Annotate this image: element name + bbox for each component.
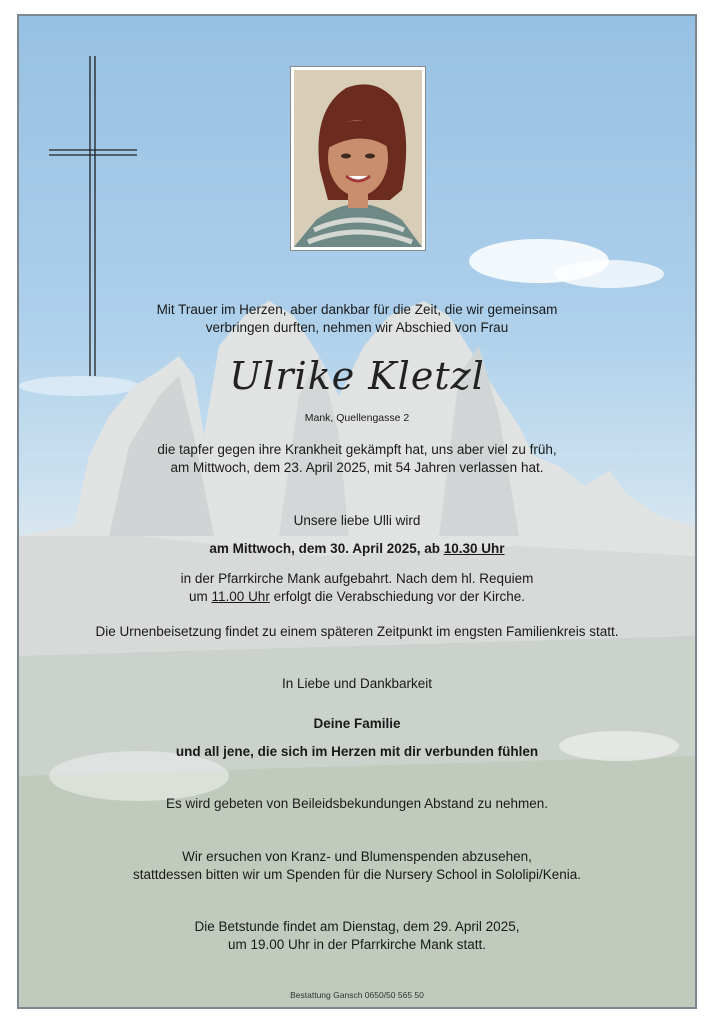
condolence-request: Es wird gebeten von Beileidsbekundungen Abstand zu nehmen. [165,796,549,811]
obituary-notice [17,14,697,1009]
portrait-photo [290,66,426,251]
others-signature: und all jene, die sich im Herzen mit dir verbunden fühlen [175,744,539,759]
prayer-line-2: um 19.00 Uhr in der Pfarrkirche Mank statt. [227,937,487,952]
donation-line-2: stattdessen bitten wir um Spenden für die Nursery School in Sololipi/Kenia. [133,867,581,882]
church-line-2 [19,588,695,606]
donation-line-1: Wir ersuchen von Kranz- und Blumenspenden abzusehen, [182,849,532,864]
viewing-time: 10.30 Uhr [443,541,505,556]
viewing-intro: Unsere liebe Ulli wird [293,513,421,528]
death-line-2: am Mittwoch, dem 23. April 2025, mit 54 Jahren verlassen hat. [170,460,544,475]
intro-line-2: verbringen durften, nehmen wir Abschied von Frau [205,320,509,335]
church-line-2-post: erfolgt die Verabschiedung vor der Kirche. [273,589,525,604]
viewing-line [19,540,695,558]
viewing-date: am Mittwoch, dem 30. April 2025, ab [209,541,440,556]
urn-burial-text: Die Urnenbeisetzung findet zu einem späteren Zeitpunkt im engsten Familienkreis statt. [95,624,619,639]
deceased-name: Ulrike Kletzl [229,354,485,398]
deceased-address: Mank, Quellengasse 2 [304,412,410,424]
church-line-1: in der Pfarrkirche Mank aufgebahrt. Nach dem hl. Requiem [180,571,534,586]
farewell-time: 11.00 Uhr [211,589,270,604]
intro-line-1: Mit Trauer im Herzen, aber dankbar für die Zeit, die wir gemeinsam [156,302,558,317]
church-line-2-pre: um [189,589,208,604]
death-line-1: die tapfer gegen ihre Krankheit gekämpft hat, uns aber viel zu früh, [157,442,557,457]
prayer-line-1: Die Betstunde findet am Dienstag, dem 29. April 2025, [194,919,520,934]
undertaker-contact: Bestattung Gansch 0650/50 565 50 [290,990,424,1000]
family-signature: Deine Familie [313,716,401,731]
love-gratitude: In Liebe und Dankbarkeit [281,676,433,691]
